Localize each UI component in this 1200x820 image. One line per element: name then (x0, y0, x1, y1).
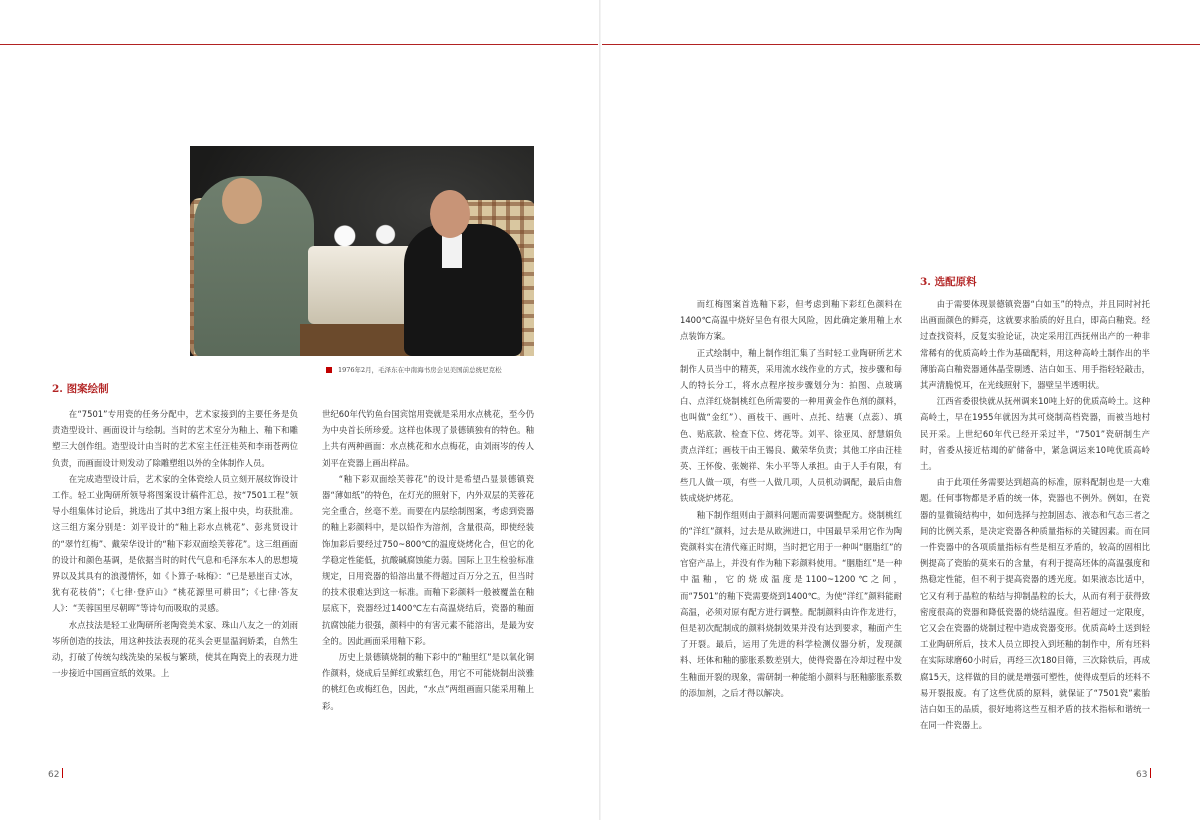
paragraph: 在“7501”专用瓷的任务分配中，艺术家接到的主要任务是负责造型设计、画面设计与绘制。当时的艺术室分为釉上、釉下和雕塑三大创作组。造型设计由当时的艺术室主任汪桂英和李雨苍两位负责，而画面设计则发动了除雕塑组以外的全体制作人员。 (52, 409, 298, 468)
paragraph: 江西省委很快就从抚州调来10吨上好的优质高岭土。这种高岭土，早在1955年就因为其可烧制高档瓷器，而被当地村民开采。上世纪60年代已经开采过半，“7501”瓷研制生产时，省委从接近枯竭的矿储备中，紧急调运来10吨优质高岭土。 (920, 396, 1150, 472)
section-heading: 2. 图案绘制 (52, 383, 109, 395)
head-right (430, 190, 470, 238)
text-column-left (52, 406, 298, 734)
photo-caption (326, 365, 546, 374)
seated-figure-right (404, 224, 522, 356)
section-heading: 3. 选配原料 (920, 276, 977, 288)
paragraph: 而红梅图案首选釉下彩，但考虑到釉下彩红色颜料在1400℃高温中烧好呈色有很大风险，因此确定兼用釉上水点装饰方案。 (680, 299, 902, 342)
historical-photo (190, 146, 534, 356)
paragraph: 由于此项任务需要达到超高的标准，原料配制也是一大难题。任何事物都是矛盾的统一体，瓷器也不例外。例如，在瓷器的显微镜结构中，如何选择与控制固态、液态和气态三者之间的比例关系，是决定瓷器各种质量指标的关键因素。而在同一件瓷器中的各项质量指标有些是相互矛盾的，较高的固相比例提高了瓷胎的莫来石的含量，有利于提高坯体的高温强度和热稳定性能，但不利于提高瓷器的透光度。如果液态比适中，它又有利于晶粒的粘结与抑制晶粒的长大，从而有利于获得致密度很高的瓷器和降低瓷器的烧结温度。但若超过一定限度，它又会在瓷器的烧制过程中造成瓷器变形。优质高岭土送到轻工业陶研所后，技术人员立即投入到坯釉的制作中，所有坯料在实际球磨60小时后，再经三次180目筛，三次除铁后，再成腐15天，这样做的目的就是增强可塑性，使得成型后的坯料不易开裂报废。有了这些优质的原料，就保证了“7501瓷”素胎洁白如玉的品质，很好地将这些互相矛盾的技术指标和谐统一在同一件瓷器上。 (920, 477, 1150, 731)
caption-text: 1976年2月，毛泽东在中南海书房会见美国前总统尼克松 (338, 366, 502, 374)
page-number-text: 63 (1136, 770, 1148, 780)
right-page (600, 0, 1200, 820)
top-rule (0, 44, 598, 45)
paragraph: “釉下彩双面绘芙蓉花”的设计是希望凸显景德镇瓷器“薄如纸”的特色，在灯光的照射下，内外双层的芙蓉花完全重合，丝毫不差。而要在内层绘制图案，考虑到瓷器的釉上彩颜料中，是以铅作为溶剂，含量很高，即使经装饰加彩后要经过750~800℃的温度烧烤化合，但它的化学稳定性能低，抗酸碱腐蚀能力弱。国际上卫生检验标准规定，日用瓷器的铅溶出量不得超过百万分之五，但当时的技术很难达到这一标准。而釉下彩颜料一般被覆盖在釉层底下，瓷器经过1400℃左右高温烧结后，瓷器的釉面抗腐蚀能力很强，颜料中的有害元素不能溶出，是最为安全的。因此画面采用釉下彩。 (322, 473, 534, 646)
tea-cups (330, 218, 404, 248)
paragraph: 正式绘制中，釉上制作组汇集了当时轻工业陶研所艺术制作人员当中的精英，采用流水线作业的方式，按步骤和每人的特长分工，将水点程序按步骤划分为：拍图、点玻璃白、点洋红烧制桃红色所需要的一种用黄金作色剂的颜料，也叫做“金红”）、画枝干、画叶、点托、结裹（点蕊）、填色、贴底款、检查下位、烤花等。刘平、徐亚凤、舒慧娟负责点洋红；画枝干由王锡良、戴荣华负责；其他工序由汪桂英、王怀俊、张婉祥、朱小平等人承担。由于人手有限，有些几人做一项，有些一人做几项，人员机动调配，最后由詹铁成烧炉烤花。 (680, 347, 902, 504)
paragraph: 釉下制作组则由于颜料问题而需要调整配方。烧制桃红的“洋红”颜料，过去是从欧洲进口，中国最早采用它作为陶瓷颜料实在清代雍正时期，当时把它用于一种叫“胭脂红”的官窑产品上，并没有作为釉下彩颜料使用。“胭脂红”是一种中温釉，它的烧成温度是1100~1200℃之间，而“7501”的釉下瓷需要烧到1400℃。为使“洋红”颜料能耐高温，必须对原有配方进行调整。配制颜料由许作龙进行，但是初次配制成的颜料烧制效果并没有达到要求，釉面产生了开裂。最后，运用了先进的科学检测仪器分析，发现颜料、坯体和釉的膨胀系数差别大，使得瓷器在冷却过程中发生釉面开裂的现象，需研制一种能缩小颜料与胚釉膨胀系数的添加剂，之后才得以解决。 (680, 509, 902, 698)
text-column-right (920, 296, 1150, 732)
paragraph: 在完成造型设计后，艺术家的全体瓷绘人员立刻开展纹饰设计工作。轻工业陶研所领导将图案设计稿件汇总，按“7501工程”领导小组集体讨论后，挑选出了其中3组方案上报中央，均获批准。这三组方案分别是：刘平设计的“釉上彩水点桃花”、彭兆贤设计的“翠竹红梅”、戴荣华设计的“釉下彩双面绘芙蓉花”。这三组画面的设计和颜色基调，是依据当时的时代气息和毛泽东本人的思想境界以及其具有的浪漫情怀，如《卜算子·咏梅》：“已是悬崖百丈冰，犹有花枝俏”；《七律·登庐山》“桃花源里可耕田”；《七律·答友人》：“芙蓉国里尽朝晖”等诗句而吸取的灵感。 (52, 473, 298, 614)
page-number-bar (1150, 768, 1151, 778)
paragraph: 由于需要体现景德镇瓷器“白如玉”的特点，并且同时衬托出画面颜色的鲜亮，这就要求胎质的好且白，即高白釉瓷。经过查找资料，反复实验论证，决定采用江西抚州出产的一种非常稀有的优质高岭土作为基础配料，用这种高岭土制作出的半薄胎高白釉瓷器通体晶莹剔透、洁白如玉、用手指轻轻敲击，其声清脆悦耳，在光线照射下，器壁呈半透明状。 (920, 299, 1150, 391)
text-column-right (322, 406, 534, 734)
page-number (48, 768, 66, 780)
page-number (1136, 768, 1154, 780)
paragraph: 历史上景德镇烧制的釉下彩中的“釉里红”是以氧化铜作颜料，烧成后呈鲜红或紫红色，用它不可能烧制出淡雅的桃红色或梅红色，因此，“水点”两组画面只能采用釉上彩。 (322, 652, 534, 711)
head-left (222, 178, 262, 224)
side-table (308, 246, 418, 324)
top-rule (602, 44, 1200, 45)
text-column-left (680, 296, 902, 732)
page-number-text: 62 (48, 770, 60, 780)
shirt-right (442, 234, 462, 268)
paragraph: 水点技法是轻工业陶研所老陶瓷美术家、珠山八友之一的刘雨岑所创造的技法，用这种技法表现的花头会更显温润娇柔，自然生动，打破了传统勾线洗染的呆板与繁琐，使其在陶瓷上的表现力进一步接近中国画宣纸的效果。上 (52, 619, 298, 679)
caption-marker-icon (326, 367, 332, 373)
paragraph: 世纪60年代钓鱼台国宾馆用瓷就是采用水点桃花，至今仍为中央首长所珍爱。这样也体现了景德镇独有的特色。釉上共有两种画面：水点桃花和水点梅花，由刘雨岑的传人刘平在瓷器上画出样品。 (322, 409, 534, 468)
page-number-bar (62, 768, 63, 778)
